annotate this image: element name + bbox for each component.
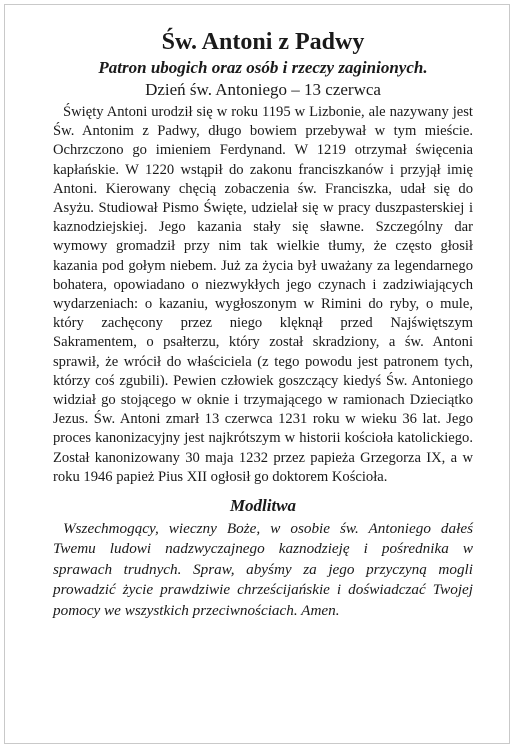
patronage-subtitle: Patron ubogich oraz osób i rzeczy zaginionych. xyxy=(98,58,428,77)
card-title: Św. Antoni z Padwy xyxy=(161,29,365,55)
card-content xyxy=(53,27,473,621)
prayer-card xyxy=(4,4,510,744)
biography-text: Święty Antoni urodził się w roku 1195 w Lizbonie, ale nazywany jest Św. Antonim z Padwy, długo bowiem przebywał w tym mieście. Ochrzczono go imieniem Ferdynand. W 1219 otrzymał święcenia kapłańskie. W 1220 wstąpił do zakonu franciszkanów i przyjął imię Antoni. Kierowany chęcią zobaczenia św. Franciszka, udał się do Asyżu. Studiował Pismo Święte, udzielał się w pracy duszpasterskiej i kaznodziejskiej. Jego kazania stały się sławne. Szczególny dar wymowy gromadził przy nim tak wielkie tłumy, że często głosił kazania pod gołym niebem. Już za życia był uważany za legendarnego bohatera, opowiadano o niezwykłych jego czynach i zadziwiających wydarzeniach: o kazaniu, wygłoszonym w Rimini do ryby, o mule, który zachęcony przez niego klęknął przed Najświętszym Sakramentem, o psałterzu, który został skradziony, a św. Antoni sprawił, że wrócił do właściciela (z tego powodu jest patronem tych, którzy coś zgubili). Pewien człowiek goszczący kiedyś Św. Antoniego widział go stojącego w oknie i trzymającego w ramionach Dzieciątko Jezus. Św. Antoni zmarł 13 czerwca 1231 roku w wieku 36 lat. Jego proces kanonizacyjny jest najkrótszym w historii kościoła katolickiego. Został kanonizowany 30 maja 1232 przez papieża Grzegorza IX, a w roku 1946 papież Pius XII ogłosił go doktorem Kościoła. xyxy=(53,104,473,485)
prayer-text: Wszechmogący, wieczny Boże, w osobie św. Antoniego dałeś Twemu ludowi nadzwyczajnego kaznodzieję i pośrednika w sprawach trudnych. Spraw, abyśmy za jego przyczyną mogli prowadzić życie prawdziwie chrześcijańskie i doświadczać Twojej pomocy we wszystkich przeciwnościach. Amen. xyxy=(53,520,473,619)
feast-day: Dzień św. Antoniego – 13 czerwca xyxy=(145,80,381,99)
prayer-heading: Modlitwa xyxy=(229,496,297,516)
